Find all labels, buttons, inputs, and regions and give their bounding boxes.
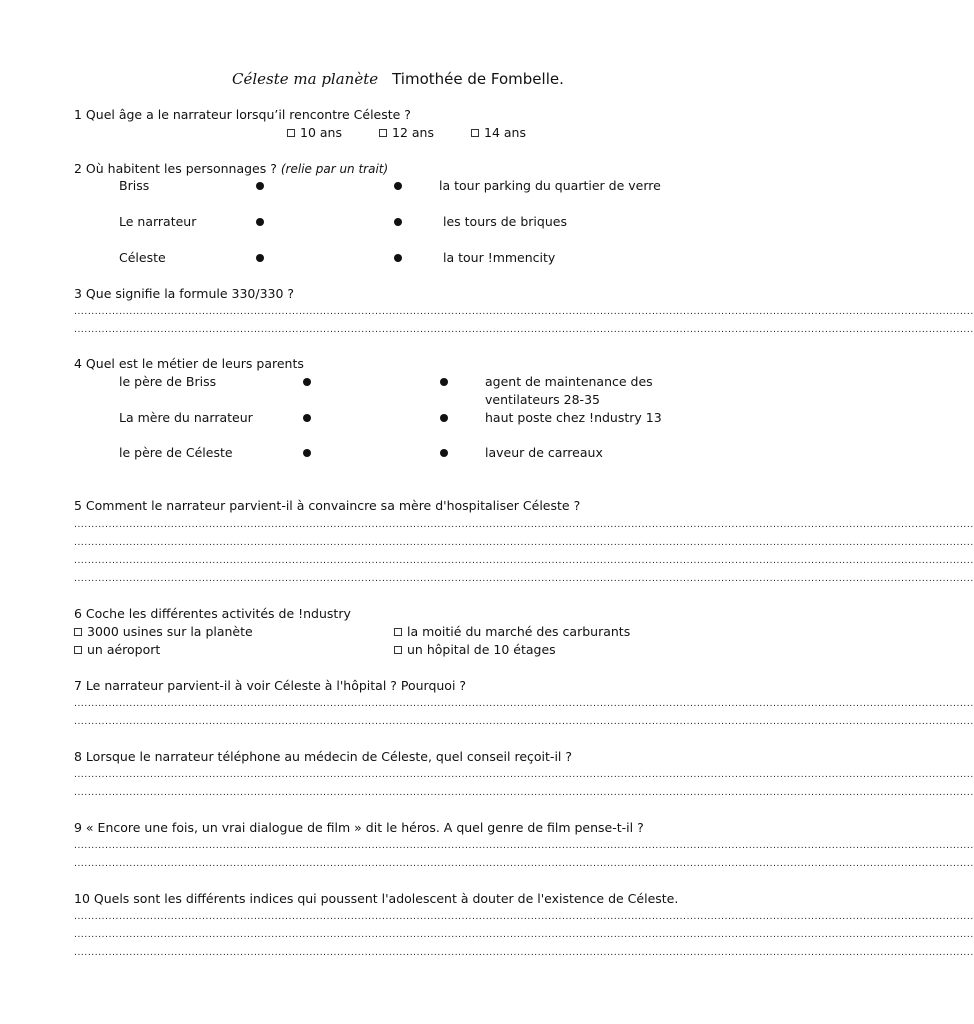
q2-left-bullet[interactable] bbox=[256, 218, 264, 226]
q4-right-item: agent de maintenance des bbox=[485, 374, 653, 389]
question-4: 4 Quel est le métier de leurs parents bbox=[74, 356, 304, 371]
q4-left-item: le père de Briss bbox=[119, 374, 217, 389]
answer-line[interactable]: .................................................................................................................................................................................................................................................................... bbox=[74, 307, 974, 317]
q2-left-bullet[interactable] bbox=[256, 182, 264, 190]
q6-option-label: un hôpital de 10 étages bbox=[407, 642, 556, 657]
checkbox-icon[interactable] bbox=[379, 129, 387, 137]
answer-line[interactable]: .................................................................................................................................................................................................................................................................... bbox=[74, 556, 974, 566]
q2-right-item: les tours de briques bbox=[443, 214, 567, 229]
answer-line[interactable]: .................................................................................................................................................................................................................................................................... bbox=[74, 788, 974, 798]
q4-right-bullet[interactable] bbox=[440, 414, 448, 422]
q1-option-label: 12 ans bbox=[392, 125, 434, 140]
checkbox-icon[interactable] bbox=[394, 646, 402, 654]
q2-right-bullet[interactable] bbox=[394, 218, 402, 226]
q4-left-bullet[interactable] bbox=[303, 414, 311, 422]
q6-option-label: la moitié du marché des carburants bbox=[407, 624, 631, 639]
q6-option[interactable] bbox=[74, 624, 253, 640]
q6-option-label: un aéroport bbox=[87, 642, 161, 657]
question-5: 5 Comment le narrateur parvient-il à convaincre sa mère d'hospitaliser Céleste ? bbox=[74, 498, 581, 513]
checkbox-icon[interactable] bbox=[287, 129, 295, 137]
q2-left-item: Céleste bbox=[119, 250, 166, 265]
answer-line[interactable]: .................................................................................................................................................................................................................................................................... bbox=[74, 948, 974, 958]
answer-line[interactable]: .................................................................................................................................................................................................................................................................... bbox=[74, 912, 974, 922]
answer-line[interactable]: .................................................................................................................................................................................................................................................................... bbox=[74, 770, 974, 780]
q4-right-item: haut poste chez !ndustry 13 bbox=[485, 410, 662, 425]
q4-left-item: le père de Céleste bbox=[119, 445, 233, 460]
q6-option[interactable] bbox=[394, 642, 556, 658]
q2-left-bullet[interactable] bbox=[256, 254, 264, 262]
q4-right-item-continued: ventilateurs 28-35 bbox=[485, 392, 600, 407]
answer-line[interactable]: .................................................................................................................................................................................................................................................................... bbox=[74, 859, 974, 869]
q6-option-label: 3000 usines sur la planète bbox=[87, 624, 253, 639]
q1-option-14[interactable] bbox=[471, 125, 526, 141]
answer-line[interactable]: .................................................................................................................................................................................................................................................................... bbox=[74, 538, 974, 548]
q4-left-item: La mère du narrateur bbox=[119, 410, 253, 425]
question-1: 1 Quel âge a le narrateur lorsqu’il rencontre Céleste ? bbox=[74, 107, 411, 122]
q2-left-item: Briss bbox=[119, 178, 150, 193]
answer-line[interactable]: .................................................................................................................................................................................................................................................................... bbox=[74, 841, 974, 851]
q1-option-label: 14 ans bbox=[484, 125, 526, 140]
checkbox-icon[interactable] bbox=[74, 646, 82, 654]
checkbox-icon[interactable] bbox=[74, 628, 82, 636]
worksheet-header bbox=[232, 71, 564, 88]
q1-option-label: 10 ans bbox=[300, 125, 342, 140]
q1-option-10[interactable] bbox=[287, 125, 342, 141]
answer-line[interactable]: .................................................................................................................................................................................................................................................................... bbox=[74, 717, 974, 727]
q6-option[interactable] bbox=[74, 642, 160, 658]
question-2-hint: (relie par un trait) bbox=[280, 162, 389, 176]
answer-line[interactable]: .................................................................................................................................................................................................................................................................... bbox=[74, 325, 974, 335]
q2-left-item: Le narrateur bbox=[119, 214, 197, 229]
q1-option-12[interactable] bbox=[379, 125, 434, 141]
question-6: 6 Coche les différentes activités de !ndustry bbox=[74, 606, 351, 621]
question-2-text: 2 Où habitent les personnages ? bbox=[74, 161, 277, 176]
answer-line[interactable]: .................................................................................................................................................................................................................................................................... bbox=[74, 520, 974, 530]
q4-right-bullet[interactable] bbox=[440, 378, 448, 386]
question-3: 3 Que signifie la formule 330/330 ? bbox=[74, 286, 295, 301]
q2-right-bullet[interactable] bbox=[394, 182, 402, 190]
author-name: Timothée de Fombelle. bbox=[392, 70, 564, 88]
question-8: 8 Lorsque le narrateur téléphone au médecin de Céleste, quel conseil reçoit-il ? bbox=[74, 749, 572, 764]
answer-line[interactable]: .................................................................................................................................................................................................................................................................... bbox=[74, 699, 974, 709]
book-title: Céleste ma planète bbox=[232, 70, 379, 88]
question-10: 10 Quels sont les différents indices qui poussent l'adolescent à douter de l'existence de Céleste. bbox=[74, 891, 679, 906]
q2-right-item: la tour parking du quartier de verre bbox=[439, 178, 661, 193]
q2-right-item: la tour !mmencity bbox=[443, 250, 556, 265]
q2-right-bullet[interactable] bbox=[394, 254, 402, 262]
question-9: 9 « Encore une fois, un vrai dialogue de film » dit le héros. A quel genre de film pense-t-il ? bbox=[74, 820, 644, 835]
q6-option[interactable] bbox=[394, 624, 630, 640]
q4-right-item: laveur de carreaux bbox=[485, 445, 603, 460]
q4-right-bullet[interactable] bbox=[440, 449, 448, 457]
q4-left-bullet[interactable] bbox=[303, 378, 311, 386]
checkbox-icon[interactable] bbox=[394, 628, 402, 636]
question-7: 7 Le narrateur parvient-il à voir Céleste à l'hôpital ? Pourquoi ? bbox=[74, 678, 467, 693]
checkbox-icon[interactable] bbox=[471, 129, 479, 137]
answer-line[interactable]: .................................................................................................................................................................................................................................................................... bbox=[74, 574, 974, 584]
question-2 bbox=[74, 161, 388, 177]
answer-line[interactable]: .................................................................................................................................................................................................................................................................... bbox=[74, 930, 974, 940]
q4-left-bullet[interactable] bbox=[303, 449, 311, 457]
